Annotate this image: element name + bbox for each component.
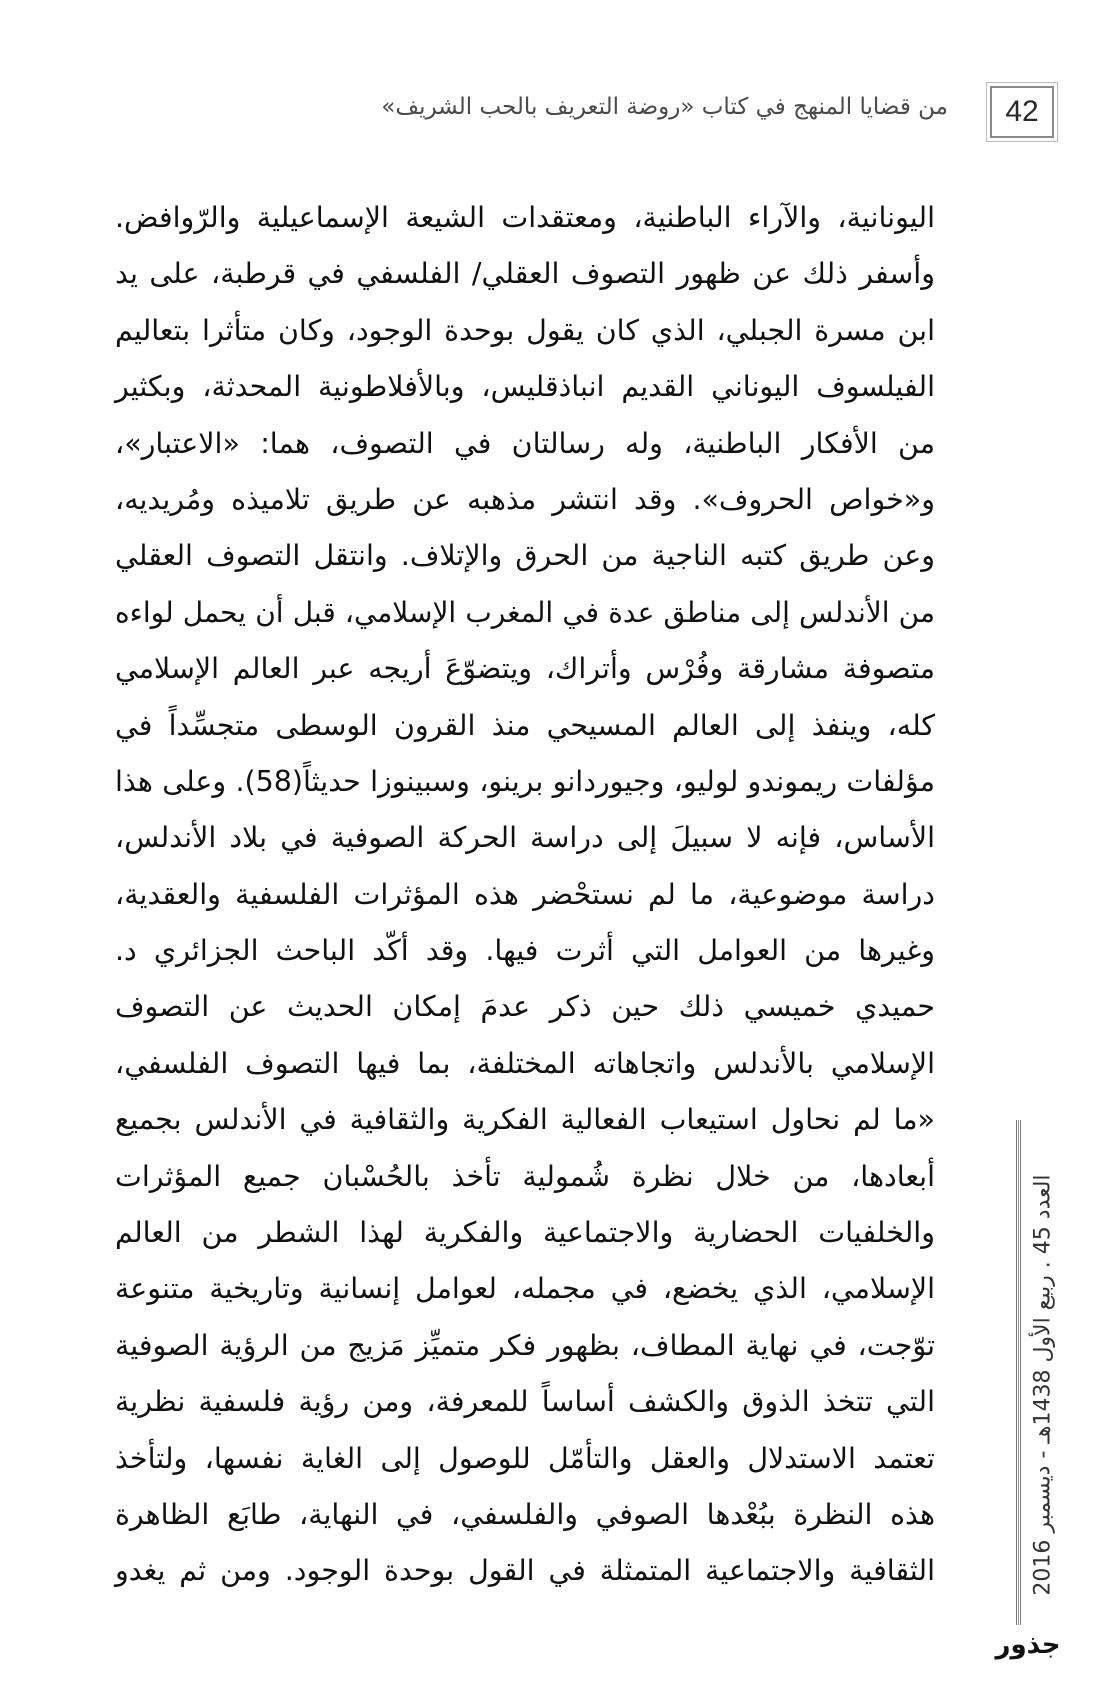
text-line: مؤلفات ريموندو لوليو، وجيوردانو برينو، وسبينوزا حديثاً(58). وعلى هذا [115,764,935,798]
text-line: من الأفكار الباطنية، وله رسالتان في التصوف، هما: «الاعتبار»، [115,426,935,460]
text-line: ابن مسرة الجبلي، الذي كان يقول بوحدة الوجود، وكان متأثرا بتعاليم [115,313,935,347]
text-line: أبعادها، من خلال نظرة شُمولية تأخذ بالحُسْبان جميع المؤثرات [115,1159,935,1193]
text-line: اليونانية، والآراء الباطنية، ومعتقدات الشيعة الإسماعيلية والرّوافض. [115,201,935,234]
text-line: والخلفيات الحضارية والاجتماعية والفكرية لهذا الشطر من العالم [115,1216,935,1250]
margin-rule [1016,1120,1021,1625]
text-line: الإسلامي بالأندلس واتجاهاته المختلفة، بما فيها التصوف الفلسفي، [115,1046,935,1080]
text-line: هذه النظرة ببُعْدها الصوفي والفلسفي، في النهاية، طابَع الظاهرة [115,1497,935,1531]
text-line: وغيرها من العوامل التي أثرت فيها. وقد أكّد الباحث الجزائري د. [115,934,935,968]
text-line: الإسلامي، الذي يخضع، في مجمله، لعوامل إنسانية وتاريخية متنوعة [115,1272,935,1306]
body-text [115,190,935,1600]
text-line: دراسة موضوعية، ما لم نستحْضر هذه المؤثرات الفلسفية والعقدية، [115,877,935,911]
text-line: الفيلسوف اليوناني القديم انباذقليس، وبالأفلاطونية المحدثة، وبكثير [115,370,935,404]
text-line: حميدي خميسي ذلك حين ذكر عدمَ إمكان الحديث عن التصوف [115,990,935,1024]
text-line: الأساس، فإنه لا سبيلَ إلى دراسة الحركة الصوفية في بلاد الأندلس، [115,821,935,855]
text-line: و«خواص الحروف». وقد انتشر مذهبه عن طريق تلاميذه ومُريديه، [115,482,935,516]
text-line: الثقافية والاجتماعية المتمثلة في القول بوحدة الوجود. ومن ثم يغدو [115,1554,935,1588]
text-line: متصوفة مشارقة وفُرْس وأتراك، ويتضوّعَ أريجه عبر العالم الإسلامي [115,652,935,686]
journal-logo: جذور [995,1630,1061,1660]
text-line: كله، وينفذ إلى العالم المسيحي منذ القرون الوسطى متجسِّداً في [115,708,935,742]
text-line: من الأندلس إلى مناطق عدة في المغرب الإسلامي، قبل أن يحمل لواءه [115,595,935,629]
text-line: توّجت، في نهاية المطاف، بظهور فكر متميِّز مَزيج من الرؤية الصوفية [115,1328,935,1362]
issue-info-text: العدد 45 . ربيع الأول 1438هـ - ديسمبر 2016 [1030,1174,1056,1596]
text-line: التي تتخذ الذوق والكشف أساساً للمعرفة، ومن رؤية فلسفية نظرية [115,1385,935,1419]
page-header [0,86,1103,146]
page-number-box [990,86,1054,138]
running-title: من قضايا المنهج في كتاب «روضة التعريف بالحب الشريف» [381,94,948,120]
text-line: تعتمد الاستدلال والعقل والتأمّل للوصول إلى الغاية نفسها، ولتأخذ [115,1441,935,1475]
page-number: 42 [1005,95,1039,128]
text-line: «ما لم نحاول استيعاب الفعالية الفكرية والثقافية في الأندلس بجميع [115,1103,935,1137]
text-line: وأسفر ذلك عن ظهور التصوف العقلي/ الفلسفي في قرطبة، على يد [115,257,935,291]
text-line: وعن طريق كتبه الناجية من الحرق والإتلاف. وانتقل التصوف العقلي [115,539,935,573]
